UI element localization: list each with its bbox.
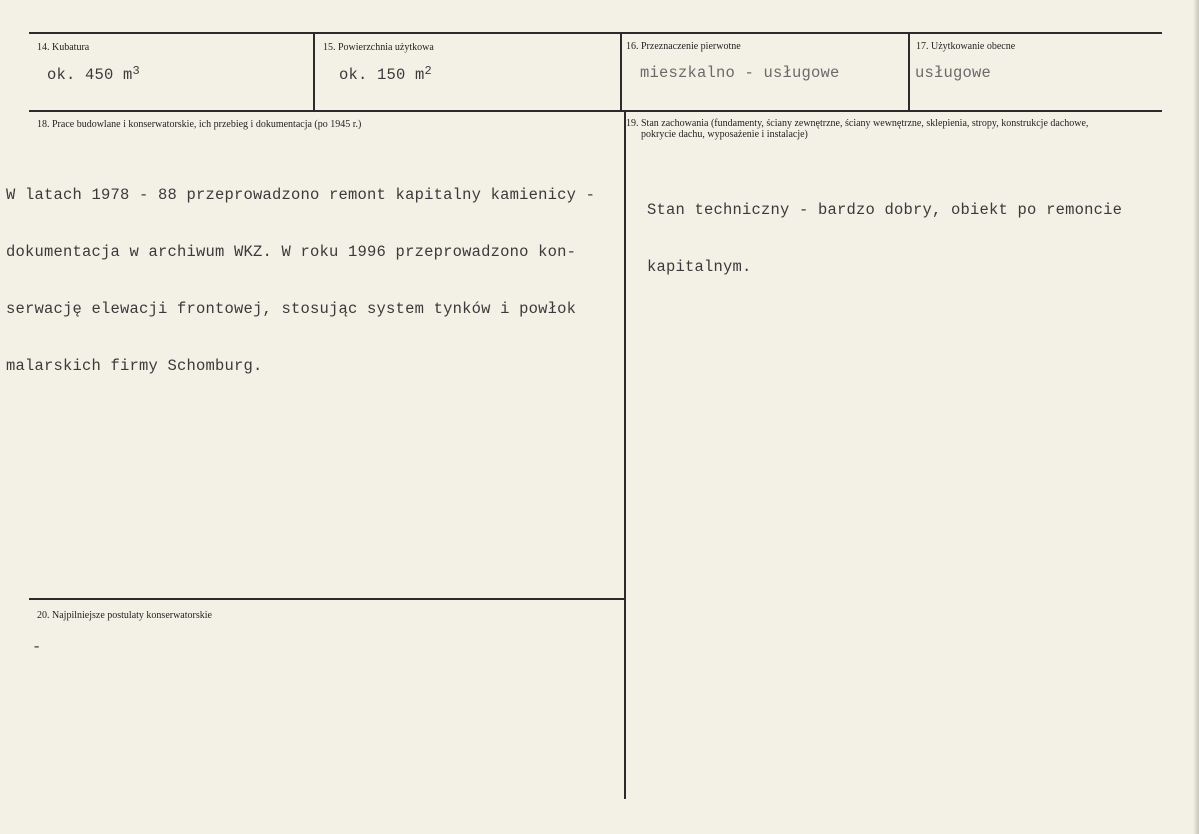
- col-divider-15-16: [620, 33, 622, 111]
- field-18-line: malarskich firmy Schomburg.: [6, 357, 263, 375]
- row1-bottom-rule: [29, 110, 1162, 112]
- field-19-line: kapitalnym.: [647, 258, 752, 276]
- col-divider-14-15: [313, 33, 315, 111]
- field-20-value: -: [32, 638, 42, 656]
- field-19-label-line1: 19. Stan zachowania (fundamenty, ściany zewnętrzne, ściany wewnętrzne, sklepienia, stropy, konstrukcje dachowe,: [626, 118, 1089, 129]
- field-19-text: [647, 163, 1122, 296]
- col-divider-16-17: [908, 33, 910, 111]
- row2-mid-rule: [29, 598, 625, 600]
- field-16-label: 16. Przeznaczenie pierwotne: [626, 41, 741, 52]
- field-15-unit-exponent: 2: [424, 64, 432, 78]
- field-17-label: 17. Użytkowanie obecne: [916, 41, 1016, 52]
- col-divider-main: [624, 111, 626, 799]
- field-16-value: mieszkalno - usługowe: [640, 64, 840, 82]
- field-19-label: [626, 118, 1156, 140]
- field-14-unit-exponent: 3: [132, 64, 140, 78]
- field-20-label: 20. Najpilniejsze postulaty konserwatorskie: [37, 610, 212, 621]
- field-18-line: W latach 1978 - 88 przeprowadzono remont kapitalny kamienicy -: [6, 186, 596, 204]
- field-18-line: serwację elewacji frontowej, stosując system tynków i powłok: [6, 300, 577, 318]
- field-15-label: 15. Powierzchnia użytkowa: [323, 42, 434, 53]
- field-17-value: usługowe: [915, 64, 992, 82]
- field-14-label: 14. Kubatura: [37, 42, 90, 53]
- field-15-value: [339, 66, 432, 85]
- field-19-label-line2: pokrycie dachu, wyposażenie i instalacje): [641, 129, 808, 140]
- field-14-value-text: ok. 450 m: [47, 66, 133, 84]
- field-14-value: [47, 66, 140, 85]
- field-18-label: 18. Prace budowlane i konserwatorskie, ich przebieg i dokumentacja (po 1945 r.): [37, 119, 362, 130]
- top-rule: [29, 32, 1162, 34]
- page-edge-shadow: [1193, 0, 1199, 834]
- field-18-line: dokumentacja w archiwum WKZ. W roku 1996 przeprowadzono kon-: [6, 243, 577, 261]
- field-19-line: Stan techniczny - bardzo dobry, obiekt po remoncie: [647, 201, 1123, 219]
- field-18-text: [6, 148, 595, 395]
- field-15-value-text: ok. 150 m: [339, 66, 425, 84]
